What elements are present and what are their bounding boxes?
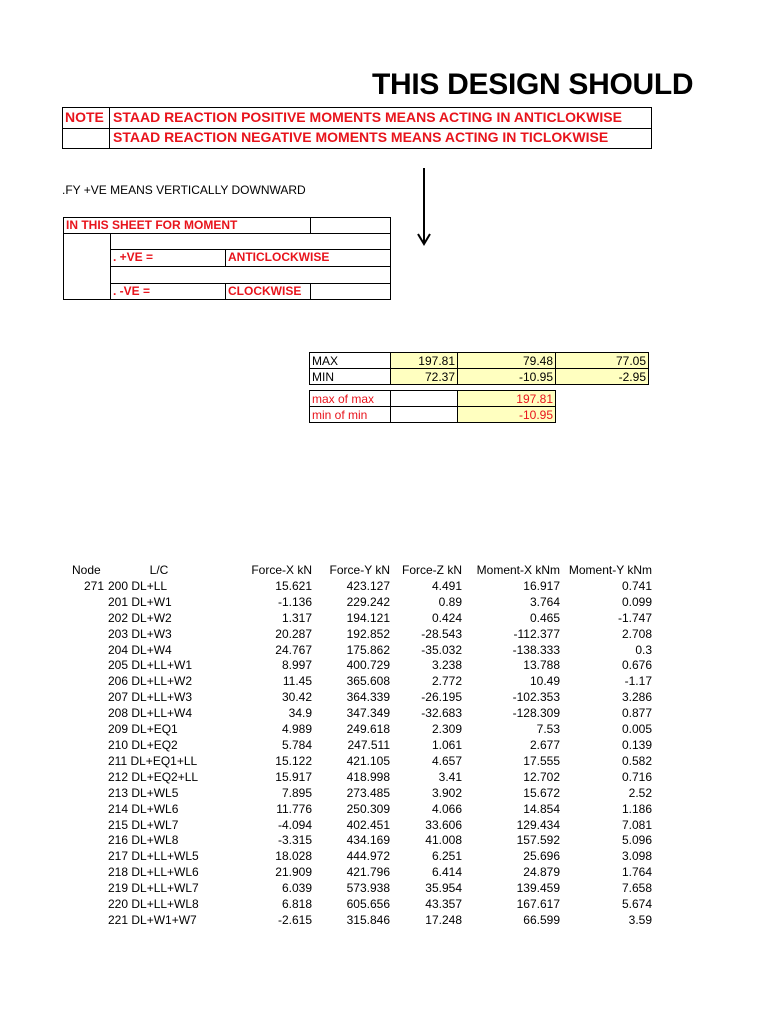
cell-force-z: -28.543 <box>421 626 462 641</box>
note-label: NOTE <box>65 109 104 125</box>
max-value: 77.05 <box>556 353 649 369</box>
table-row <box>60 913 652 929</box>
table-row <box>60 690 652 706</box>
cell-force-y: 175.862 <box>346 642 390 657</box>
cell-node <box>60 770 104 786</box>
cell-force-x: -3.315 <box>277 833 312 848</box>
table-row <box>60 643 652 659</box>
cell-node <box>60 611 104 627</box>
header-force-x: Force-X kN <box>251 563 312 577</box>
table-row <box>60 786 652 802</box>
cell-force-y: 192.852 <box>346 626 390 641</box>
cell-moment-y: 3.59 <box>628 912 652 927</box>
table-row <box>60 738 652 754</box>
cell-node: 271 <box>83 578 104 593</box>
cell-load-case: 204 DL+W4 <box>108 642 172 657</box>
cell-force-x: 8.997 <box>281 658 312 673</box>
cell-load-case: 208 DL+LL+W4 <box>108 706 193 721</box>
cell-force-y: 418.998 <box>346 769 390 784</box>
cell-force-y: 249.618 <box>346 722 390 737</box>
cell-force-x: 30.42 <box>281 690 312 705</box>
cell-force-z: -26.195 <box>421 690 462 705</box>
cell-moment-y: 0.716 <box>621 769 652 784</box>
table-row <box>60 674 652 690</box>
cell-node <box>60 722 104 738</box>
cell-moment-x: 25.696 <box>523 849 560 864</box>
cell-moment-y: 2.52 <box>628 785 652 800</box>
cell-moment-x: 139.459 <box>516 881 560 896</box>
cell-node <box>60 627 104 643</box>
table-row <box>60 818 652 834</box>
cell-force-z: 17.248 <box>425 912 462 927</box>
cell-force-z: 2.772 <box>431 674 462 689</box>
fy-direction-note: .FY +VE MEANS VERTICALLY DOWNWARD <box>62 183 306 197</box>
cell-force-y: 229.242 <box>346 594 390 609</box>
cell-moment-x: 129.434 <box>516 817 560 832</box>
cell-node <box>60 897 104 913</box>
table-row <box>60 897 652 913</box>
note-row-negative <box>63 128 651 148</box>
cell-load-case: 205 DL+LL+W1 <box>108 658 193 673</box>
cell-force-y: 573.938 <box>346 881 390 896</box>
min-of-min-row <box>310 407 649 423</box>
positive-label: . +VE = <box>113 250 154 264</box>
max-of-max-label: max of max <box>310 391 391 407</box>
cell-force-z: 0.89 <box>438 594 462 609</box>
cell-force-x: 4.989 <box>281 722 312 737</box>
cell-force-y: 444.972 <box>346 849 390 864</box>
cell-moment-y: 0.099 <box>621 594 652 609</box>
moment-box-header: IN THIS SHEET FOR MOMENT <box>66 218 238 232</box>
max-value: 79.48 <box>458 353 556 369</box>
cell-moment-x: 157.592 <box>516 833 560 848</box>
cell-node <box>60 849 104 865</box>
cell-force-x: -2.615 <box>277 912 312 927</box>
cell-node <box>60 690 104 706</box>
min-row <box>310 369 649 385</box>
cell-force-z: 1.061 <box>431 737 462 752</box>
cell-node <box>60 913 104 929</box>
cell-force-y: 273.485 <box>346 785 390 800</box>
min-of-min-value: -10.95 <box>458 407 556 423</box>
moment-sign-box <box>63 217 391 300</box>
note-row-positive <box>63 108 651 129</box>
max-of-max-row <box>310 391 649 407</box>
cell-force-y: 247.511 <box>347 737 390 752</box>
cell-force-y: 365.608 <box>346 674 390 689</box>
cell-load-case: 207 DL+LL+W3 <box>108 690 193 705</box>
cell-force-y: 364.339 <box>346 690 390 705</box>
cell-force-x: 15.917 <box>275 769 312 784</box>
cell-force-x: 20.287 <box>275 626 312 641</box>
cell-force-z: 41.008 <box>425 833 462 848</box>
cell-moment-x: 14.854 <box>523 801 560 816</box>
summary-table <box>309 352 649 423</box>
cell-force-z: 3.902 <box>431 785 462 800</box>
cell-moment-x: 167.617 <box>516 897 560 912</box>
cell-force-x: 15.621 <box>275 578 312 593</box>
negative-value: CLOCKWISE <box>228 284 302 298</box>
cell-moment-y: 0.676 <box>621 658 652 673</box>
cell-load-case: 218 DL+LL+WL6 <box>108 865 199 880</box>
cell-load-case: 203 DL+W3 <box>108 626 172 641</box>
cell-force-y: 400.729 <box>346 658 390 673</box>
cell-force-z: -35.032 <box>421 642 462 657</box>
table-row <box>60 833 652 849</box>
cell-force-x: 34.9 <box>288 706 312 721</box>
table-row <box>60 627 652 643</box>
cell-force-y: 347.349 <box>346 706 390 721</box>
max-row <box>310 353 649 369</box>
cell-force-z: 33.606 <box>425 817 462 832</box>
cell-force-z: 35.954 <box>425 881 462 896</box>
header-moment-y: Moment-Y kNm <box>568 563 652 577</box>
table-row <box>60 658 652 674</box>
header-node: Node <box>72 563 101 577</box>
cell-force-y: 421.796 <box>346 865 390 880</box>
cell-load-case: 216 DL+WL8 <box>108 833 179 848</box>
cell-load-case: 209 DL+EQ1 <box>108 722 178 737</box>
cell-force-y: 605.656 <box>346 897 390 912</box>
cell-force-x: 21.909 <box>275 865 312 880</box>
cell-force-z: 6.251 <box>431 849 462 864</box>
note-empty-cell <box>63 128 110 148</box>
cell-force-z: 2.309 <box>431 722 462 737</box>
cell-force-z: 0.424 <box>431 610 462 625</box>
note-label-cell <box>63 108 110 128</box>
table-row <box>60 770 652 786</box>
min-value: -10.95 <box>458 369 556 385</box>
cell-node <box>60 706 104 722</box>
cell-moment-x: 3.764 <box>529 594 560 609</box>
table-row <box>60 802 652 818</box>
table-row <box>60 706 652 722</box>
cell-force-x: 6.039 <box>281 881 312 896</box>
cell-load-case: 213 DL+WL5 <box>108 785 179 800</box>
positive-value: ANTICLOCKWISE <box>228 250 330 264</box>
cell-node <box>60 643 104 659</box>
cell-moment-y: 0.582 <box>621 753 652 768</box>
cell-force-x: -1.136 <box>277 594 312 609</box>
cell-moment-x: 13.788 <box>523 658 560 673</box>
cell-node <box>60 754 104 770</box>
cell-node <box>60 881 104 897</box>
header-lc: L/C <box>149 563 169 577</box>
cell-force-x: 6.818 <box>281 897 312 912</box>
cell-force-x: 7.895 <box>281 785 312 800</box>
page-title: THIS DESIGN SHOULD <box>372 68 694 101</box>
cell-force-x: 11.45 <box>282 674 312 689</box>
table-row <box>60 595 652 611</box>
cell-node <box>60 674 104 690</box>
cell-moment-x: 10.49 <box>529 674 560 689</box>
cell-force-z: 4.657 <box>431 753 462 768</box>
cell-moment-y: 0.139 <box>621 737 652 752</box>
cell-force-y: 423.127 <box>346 578 390 593</box>
table-row <box>60 754 652 770</box>
min-label: MIN <box>310 369 391 385</box>
cell-force-y: 402.451 <box>346 817 390 832</box>
empty-cell <box>391 407 458 423</box>
table-header-row <box>60 563 652 579</box>
table-row <box>60 865 652 881</box>
header-force-y: Force-Y kN <box>329 563 390 577</box>
cell-load-case: 212 DL+EQ2+LL <box>108 769 199 784</box>
cell-moment-y: 0.3 <box>635 642 652 657</box>
cell-moment-y: 3.098 <box>621 849 652 864</box>
cell-moment-x: 2.677 <box>529 737 560 752</box>
cell-load-case: 219 DL+LL+WL7 <box>108 881 199 896</box>
max-value: 197.81 <box>391 353 458 369</box>
cell-load-case: 211 DL+EQ1+LL <box>108 753 198 768</box>
cell-node <box>60 595 104 611</box>
cell-moment-x: -128.309 <box>512 706 560 721</box>
cell-force-x: 5.784 <box>281 737 312 752</box>
cell-node <box>60 738 104 754</box>
reaction-table <box>60 563 652 929</box>
table-row <box>60 579 652 595</box>
min-of-min-label: min of min <box>310 407 391 423</box>
cell-moment-y: 3.286 <box>621 690 652 705</box>
empty-cell <box>391 391 458 407</box>
cell-moment-x: -138.333 <box>512 642 560 657</box>
cell-force-z: 3.238 <box>431 658 462 673</box>
cell-moment-x: 66.599 <box>523 912 560 927</box>
cell-force-x: 15.122 <box>275 753 312 768</box>
cell-moment-y: 0.741 <box>621 578 652 593</box>
cell-moment-x: 17.555 <box>523 753 560 768</box>
cell-load-case: 200 DL+LL <box>108 578 168 593</box>
table-row <box>60 849 652 865</box>
cell-force-x: 1.317 <box>281 610 312 625</box>
cell-load-case: 206 DL+LL+W2 <box>108 674 193 689</box>
cell-force-y: 421.105 <box>346 753 390 768</box>
cell-moment-x: 24.879 <box>523 865 560 880</box>
cell-force-z: 43.357 <box>425 897 462 912</box>
cell-node <box>60 818 104 834</box>
cell-load-case: 214 DL+WL6 <box>108 801 179 816</box>
note-line-positive: STAAD REACTION POSITIVE MOMENTS MEANS ACTING IN ANTICLOKWISE <box>113 109 622 125</box>
cell-force-z: 3.41 <box>438 769 462 784</box>
cell-moment-y: -1.747 <box>617 610 652 625</box>
cell-moment-y: 1.764 <box>621 865 652 880</box>
cell-node <box>60 833 104 849</box>
cell-force-y: 250.309 <box>346 801 390 816</box>
cell-moment-y: 7.081 <box>621 817 652 832</box>
down-arrow-icon <box>414 168 434 250</box>
table-row <box>60 722 652 738</box>
cell-moment-y: 7.658 <box>621 881 652 896</box>
cell-load-case: 202 DL+W2 <box>108 610 172 625</box>
max-of-max-value: 197.81 <box>458 391 556 407</box>
cell-moment-y: 5.096 <box>621 833 652 848</box>
cell-force-y: 434.169 <box>346 833 390 848</box>
cell-moment-y: 5.674 <box>621 897 652 912</box>
cell-load-case: 220 DL+LL+WL8 <box>108 897 199 912</box>
cell-moment-x: -102.353 <box>512 690 560 705</box>
cell-moment-y: 0.005 <box>621 722 652 737</box>
cell-load-case: 217 DL+LL+WL5 <box>108 849 199 864</box>
table-row <box>60 611 652 627</box>
cell-moment-y: 1.186 <box>621 801 652 816</box>
cell-force-z: -32.683 <box>421 706 462 721</box>
cell-load-case: 215 DL+WL7 <box>108 817 179 832</box>
min-value: 72.37 <box>391 369 458 385</box>
table-row <box>60 881 652 897</box>
cell-node <box>60 658 104 674</box>
cell-load-case: 201 DL+W1 <box>108 594 172 609</box>
table-body <box>60 579 652 929</box>
cell-force-x: 24.767 <box>275 642 312 657</box>
cell-force-z: 4.066 <box>431 801 462 816</box>
note-line-negative: STAAD REACTION NEGATIVE MOMENTS MEANS ACTING IN TICLOKWISE <box>113 129 609 145</box>
cell-load-case: 221 DL+W1+W7 <box>108 912 197 927</box>
cell-force-x: -4.094 <box>277 817 312 832</box>
cell-moment-y: 2.708 <box>621 626 652 641</box>
cell-moment-x: -112.377 <box>513 626 560 641</box>
cell-moment-x: 7.53 <box>536 722 560 737</box>
cell-force-z: 6.414 <box>431 865 462 880</box>
cell-force-y: 194.121 <box>346 610 390 625</box>
max-label: MAX <box>310 353 391 369</box>
cell-force-x: 11.776 <box>276 801 312 816</box>
cell-moment-x: 12.702 <box>523 769 560 784</box>
cell-force-x: 18.028 <box>275 849 312 864</box>
cell-node <box>60 802 104 818</box>
cell-node <box>60 865 104 881</box>
cell-moment-x: 16.917 <box>523 578 560 593</box>
negative-label: . -VE = <box>113 284 151 298</box>
cell-moment-y: 0.877 <box>621 706 652 721</box>
note-box <box>62 107 652 149</box>
cell-load-case: 210 DL+EQ2 <box>108 737 178 752</box>
cell-moment-y: -1.17 <box>624 674 652 689</box>
header-force-z: Force-Z kN <box>402 563 462 577</box>
cell-force-z: 4.491 <box>431 578 462 593</box>
min-value: -2.95 <box>556 369 649 385</box>
cell-moment-x: 15.672 <box>523 785 560 800</box>
cell-force-y: 315.846 <box>346 912 390 927</box>
cell-moment-x: 0.465 <box>529 610 560 625</box>
cell-node <box>60 786 104 802</box>
header-moment-x: Moment-X kNm <box>476 563 560 577</box>
